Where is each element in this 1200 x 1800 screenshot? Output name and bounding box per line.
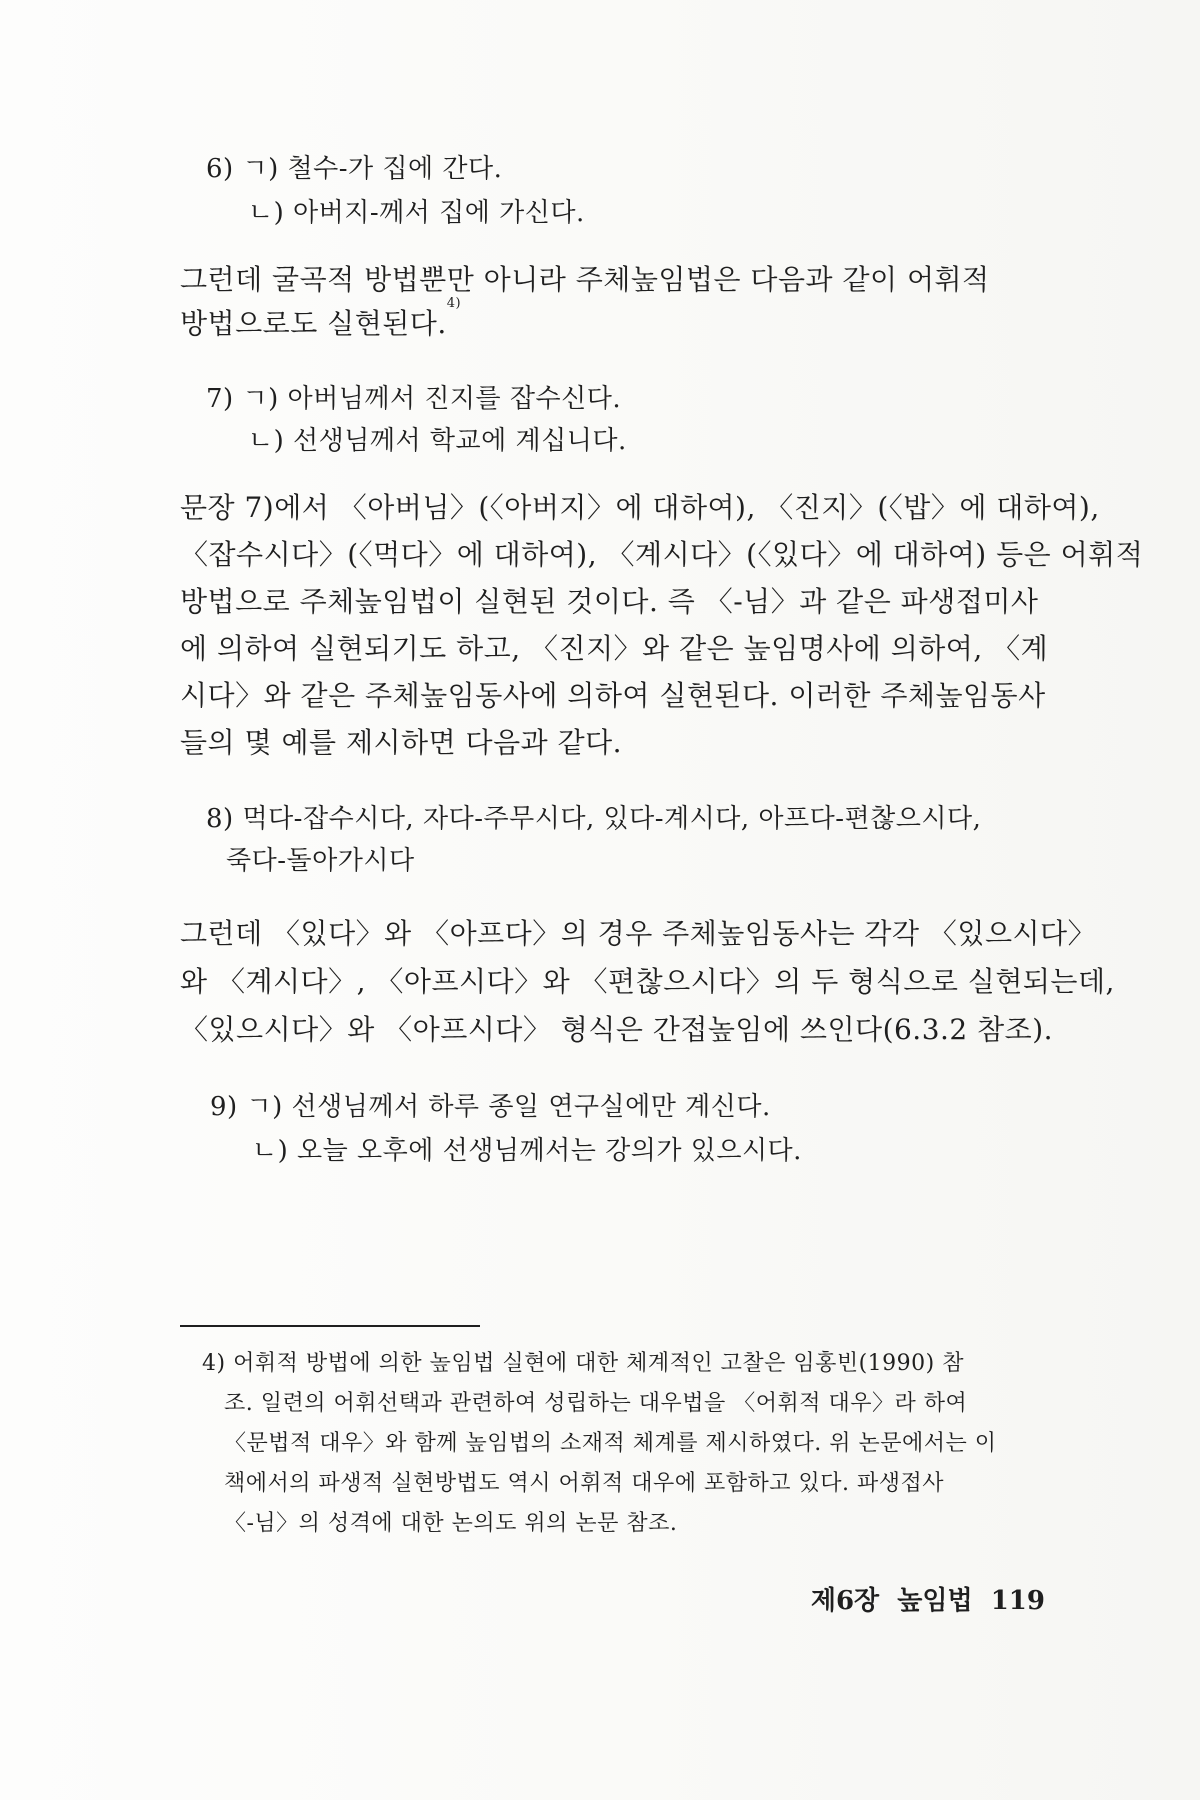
example-6-a: 6) ㄱ) 철수-가 집에 간다. xyxy=(206,154,503,184)
paragraph-3-line-3: 〈있으시다〉와 〈아프시다〉 형식은 간접높임에 쓰인다(6.3.2 참조). xyxy=(180,1013,1054,1046)
example-9-a: 9) ㄱ) 선생님께서 하루 종일 연구실에만 계신다. xyxy=(210,1092,771,1122)
paragraph-1-text: 방법으로도 실현된다. xyxy=(180,307,447,340)
paragraph-3-line-1: 그런데 〈있다〉와 〈아프다〉의 경우 주체높임동사는 각각 〈있으시다〉 xyxy=(180,917,1097,950)
paragraph-2-line-6: 들의 몇 예를 제시하면 다음과 같다. xyxy=(180,726,623,759)
footnote-divider xyxy=(180,1325,480,1327)
footnote-line-4: 책에서의 파생적 실현방법도 역시 어휘적 대우에 포함하고 있다. 파생접사 xyxy=(224,1471,945,1496)
example-8-b: 죽다-돌아가시다 xyxy=(226,846,415,876)
paragraph-1-line-2 xyxy=(180,296,462,342)
footnote-line-1: 4) 어휘적 방법에 의한 높임법 실현에 대한 체계적인 고찰은 임홍빈(1990) 참 xyxy=(202,1351,964,1376)
example-8-a: 8) 먹다-잡수시다, 자다-주무시다, 있다-계시다, 아프다-편찮으시다, xyxy=(206,804,982,834)
paragraph-1-line-1: 그런데 굴곡적 방법뿐만 아니라 주체높임법은 다음과 같이 어휘적 xyxy=(180,263,990,296)
paragraph-2-line-4: 에 의하여 실현되기도 하고, 〈진지〉와 같은 높임명사에 의하여, 〈계 xyxy=(180,632,1049,665)
paragraph-2-line-2: 〈잡수시다〉(〈먹다〉에 대하여), 〈계시다〉(〈있다〉에 대하여) 등은 어휘적 xyxy=(180,538,1144,571)
example-7-a: 7) ㄱ) 아버님께서 진지를 잡수신다. xyxy=(206,384,622,414)
chapter-title: 제6장 높임법 xyxy=(810,1586,973,1616)
example-7-b: ㄴ) 선생님께서 학교에 계십니다. xyxy=(248,426,627,456)
footnote-line-3: 〈문법적 대우〉와 함께 높임법의 소재적 체계를 제시하였다. 위 논문에서는 이 xyxy=(224,1431,997,1456)
paragraph-3-line-2: 와 〈계시다〉, 〈아프시다〉와 〈편찮으시다〉의 두 형식으로 실현되는데, xyxy=(180,965,1115,998)
page-number: 119 xyxy=(990,1586,1045,1616)
paragraph-2-line-5: 시다〉와 같은 주체높임동사에 의하여 실현된다. 이러한 주체높임동사 xyxy=(180,679,1046,712)
example-9-b: ㄴ) 오늘 오후에 선생님께서는 강의가 있으시다. xyxy=(252,1136,802,1166)
footnote-reference: 4) xyxy=(446,296,462,311)
example-6-b: ㄴ) 아버지-께서 집에 가신다. xyxy=(248,198,585,228)
paragraph-2-line-1: 문장 7)에서 〈아버님〉(〈아버지〉에 대하여), 〈진지〉(〈밥〉에 대하여), xyxy=(180,491,1100,524)
paragraph-2-line-3: 방법으로 주체높임법이 실현된 것이다. 즉 〈-님〉과 같은 파생접미사 xyxy=(180,585,1039,618)
footnote-line-2: 조. 일련의 어휘선택과 관련하여 성립하는 대우법을 〈어휘적 대우〉라 하여 xyxy=(224,1391,968,1416)
running-footer xyxy=(0,1580,1045,1617)
footnote-line-5: 〈-님〉의 성격에 대한 논의도 위의 논문 참조. xyxy=(224,1511,678,1536)
